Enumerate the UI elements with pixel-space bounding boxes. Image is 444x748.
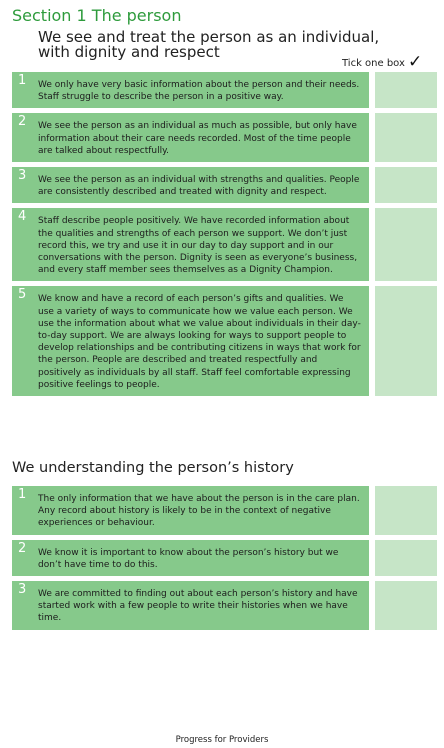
statement-row: [12, 581, 437, 630]
tick-box[interactable]: [375, 581, 437, 630]
statement-text: Staff describe people positively. We have recorded information about the qualities and strengths of each person we support. We don’t just record this, we try and use it in our day to day support and in our conversations with the person. Dignity is seen as everyone’s business, and every staff member sees themselves as a Dignity Champion.: [38, 216, 358, 276]
section-subtitle: We see and treat the person as an individual, with dignity and respect: [38, 28, 380, 61]
section-title: Section 1 The person: [12, 6, 182, 25]
tick-box[interactable]: [375, 72, 437, 108]
statement-number: 3: [18, 168, 27, 184]
statement-text-cell: [12, 72, 369, 108]
statement-row: [12, 208, 437, 281]
page-footer: Progress for Providers: [175, 735, 269, 745]
statement-text: The only information that we have about the person is in the care plan. Any record about history is likely to be in the context of negative experiences or behaviour.: [38, 494, 360, 529]
tick-one-box-label: Tick one box: [342, 58, 405, 69]
statement-text-cell: [12, 581, 369, 630]
statement-text: We know it is important to know about the person’s history but we don’t have time to do this.: [38, 547, 339, 570]
tick-box[interactable]: [375, 540, 437, 576]
tick-box[interactable]: [375, 208, 437, 281]
statement-text: We see the person as an individual with strengths and qualities. People are consistently described and treated with dignity and respect.: [38, 175, 360, 198]
statement-number: 5: [18, 287, 27, 303]
statement-text-cell: [12, 486, 369, 535]
statement-row: [12, 113, 437, 162]
statement-number: 2: [18, 114, 27, 130]
history-statements-list: [12, 486, 437, 635]
statement-text: We see the person as an individual as much as possible, but only have information about their care needs recorded. Most of the time people are talked about respectfully.: [38, 121, 357, 156]
tick-box[interactable]: [375, 286, 437, 396]
statement-number: 1: [18, 73, 27, 88]
statement-text-cell: [12, 113, 369, 162]
statement-row: [12, 167, 437, 203]
statement-row: [12, 540, 437, 576]
statement-row: [12, 286, 437, 396]
person-statements-list: [12, 72, 437, 401]
statement-text: We know and have a record of each person’s gifts and qualities. We use a variety of ways to communicate how we value each person. We use the information about what we value about individuals in their day-to-day support. We are always looking for ways to support people to develop relationships and be contributing citizens in ways that work for the person. People are described and treated respectfully and positively as individuals by all staff. Staff feel comfortable expressing positive feelings to people.: [38, 294, 361, 390]
statement-text-cell: [12, 286, 369, 396]
tick-box[interactable]: [375, 167, 437, 203]
statement-row: [12, 72, 437, 108]
statement-number: 3: [18, 582, 27, 598]
statement-row: [12, 486, 437, 535]
statement-text-cell: [12, 167, 369, 203]
statement-text-cell: [12, 208, 369, 281]
statement-number: 4: [18, 209, 27, 225]
checkmark-icon: ✓: [408, 52, 423, 72]
tick-box[interactable]: [375, 486, 437, 535]
history-heading: We understanding the person’s history: [12, 460, 294, 476]
statement-text: We are committed to finding out about each person’s history and have started work with a few people to write their histories when we have time.: [38, 589, 358, 624]
statement-text: We only have very basic information about the person and their needs. Staff struggle to describe the person in a positive way.: [38, 80, 360, 103]
statement-number: 2: [18, 540, 27, 556]
statement-number: 1: [18, 487, 27, 502]
statement-text-cell: [12, 540, 369, 576]
tick-box[interactable]: [375, 113, 437, 162]
